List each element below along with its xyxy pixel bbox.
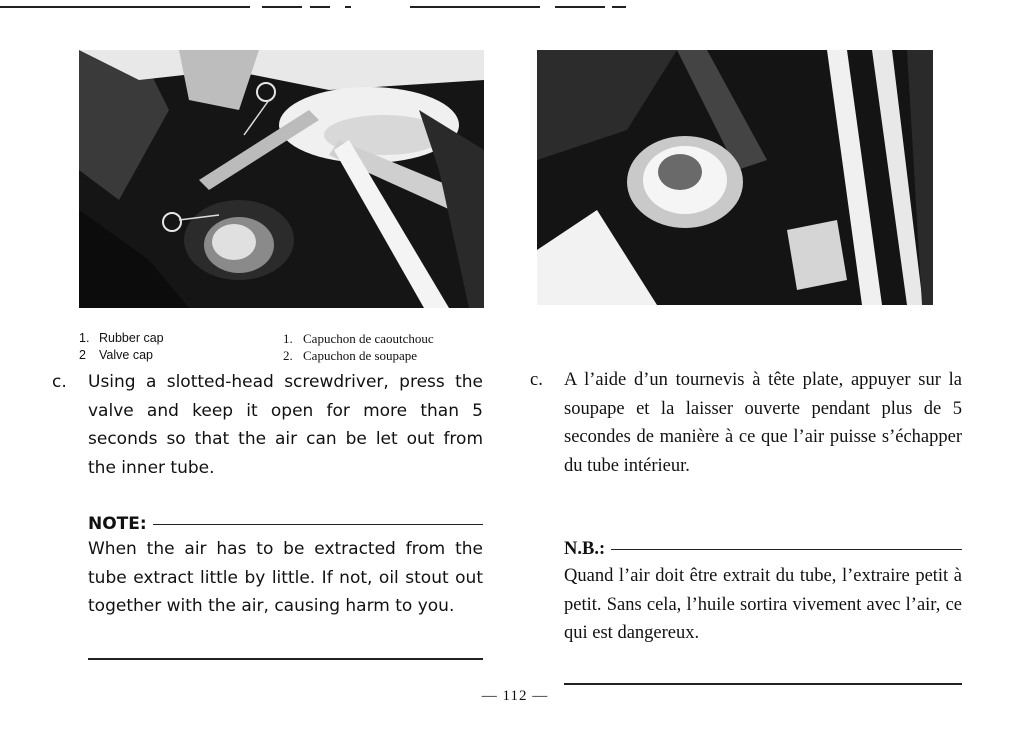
caption-number: 1. xyxy=(79,331,90,345)
step-text-fr: A l’aide d’un tournevis à tête plate, appuyer sur la soupape et la laisser ouverte pendant plus de 5 secondes de manière à ce que l’air puisse s’échapper du tube intérieur. xyxy=(564,370,962,476)
note-heading-rule xyxy=(611,549,962,551)
caption-number: 2. xyxy=(283,348,293,363)
caption-list-fr xyxy=(283,330,434,364)
caption-number: 2 xyxy=(79,348,86,362)
caption-item xyxy=(283,347,434,364)
step-text-en: Using a slotted-head screwdriver, press the valve and keep it open for more than 5 seconds so that the air can be let out from the inner tube. xyxy=(88,372,483,478)
caption-list-en xyxy=(79,330,164,364)
note-text-fr: Quand l’air doit être extrait du tube, l’extraire petit à petit. Sans cela, l’huile sortira vivement avec l’air, ce qui est dangereux. xyxy=(564,566,962,643)
valve-photo-right xyxy=(537,50,933,305)
note-text-en: When the air has to be extracted from the tube extract little by little. If not, oil stout out together with the air, causing harm to you. xyxy=(88,539,483,616)
caption-text: Rubber cap xyxy=(99,331,164,345)
note-heading-label: NOTE: xyxy=(88,514,147,534)
caption-text: Capuchon de soupape xyxy=(303,348,418,363)
note-heading-label: N.B.: xyxy=(564,539,606,559)
note-end-rule-en xyxy=(88,658,483,660)
caption-item xyxy=(79,330,164,347)
caption-text: Valve cap xyxy=(99,348,153,362)
caption-text: Capuchon de caoutchouc xyxy=(303,331,434,346)
note-end-rule-fr xyxy=(564,683,962,685)
valve-photo-left xyxy=(79,50,484,308)
note-heading-fr xyxy=(564,535,962,564)
caption-item xyxy=(283,330,434,347)
page-number: — 112 — xyxy=(481,688,549,704)
note-heading-rule xyxy=(153,524,483,526)
caption-item xyxy=(79,347,164,364)
page-top-rule xyxy=(0,6,1026,8)
step-letter-en: c. xyxy=(52,372,67,392)
step-letter-fr: c. xyxy=(530,370,543,390)
caption-number: 1. xyxy=(283,331,293,346)
